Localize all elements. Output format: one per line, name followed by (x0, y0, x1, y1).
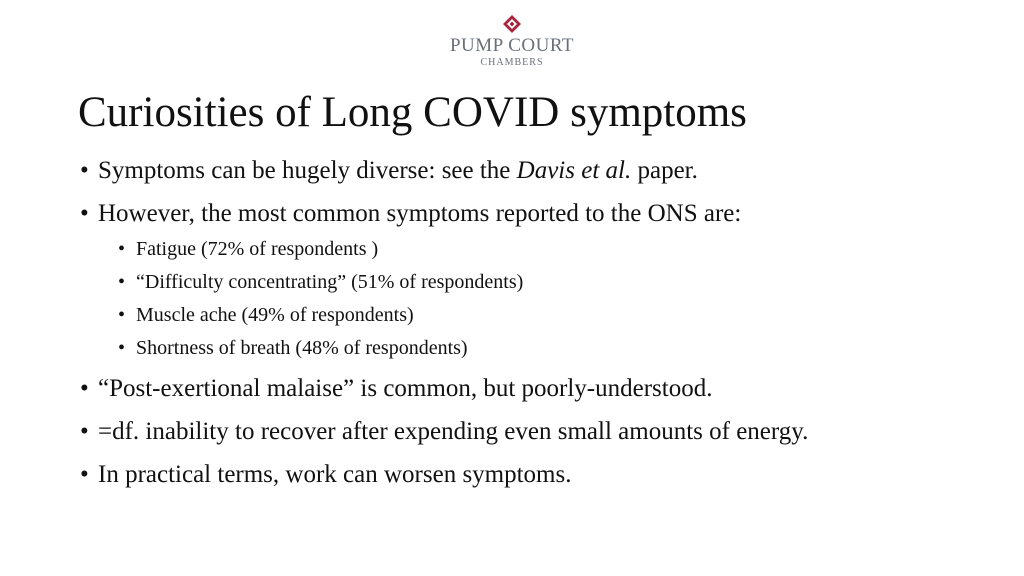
bullet-common-symptoms (78, 197, 998, 231)
sub-bullet-text: Shortness of breath (48% of respondents) (136, 337, 468, 359)
sub-bullet-dot: • (118, 337, 126, 359)
bullet-list (78, 154, 998, 501)
bullet-text: However, the most common symptoms reported to the ONS are: (98, 200, 742, 227)
sub-bullet-dot: • (118, 304, 126, 326)
sub-bullet-concentrating (78, 269, 998, 295)
bullet-definition (78, 415, 998, 449)
bullet-dot: • (80, 461, 89, 488)
bullet-dot: • (80, 157, 89, 184)
sub-bullet-dot: • (118, 238, 126, 260)
sub-bullet-text: Muscle ache (49% of respondents) (136, 304, 414, 326)
bullet-text: =df. inability to recover after expending even small amounts of energy. (98, 418, 809, 445)
sub-bullet-fatigue (78, 236, 998, 262)
pump-court-logo (0, 14, 1024, 69)
sub-bullet-list (78, 236, 998, 361)
logo-subtitle: CHAMBERS (480, 57, 544, 68)
sub-bullet-text: “Difficulty concentrating” (51% of respondents) (136, 271, 524, 293)
bullet-dot: • (80, 375, 89, 402)
sub-bullet-breath (78, 335, 998, 361)
bullet-post-exertional (78, 372, 998, 406)
citation-davis: Davis et al. (516, 157, 632, 184)
bullet-text: “Post-exertional malaise” is common, but poorly-understood. (98, 375, 713, 402)
bullet-diverse-symptoms (78, 154, 998, 188)
sub-bullet-dot: • (118, 271, 126, 293)
sub-bullet-muscle-ache (78, 302, 998, 328)
bullet-dot: • (80, 418, 89, 445)
bullet-practical (78, 458, 998, 492)
logo-name: PUMP COURT (449, 35, 575, 56)
sub-bullet-text: Fatigue (72% of respondents ) (136, 238, 379, 260)
diamond-logo-icon (502, 14, 522, 34)
bullet-text-post: paper. (631, 157, 698, 184)
sub-bullet-container (78, 236, 998, 361)
bullet-dot: • (80, 200, 89, 227)
bullet-text: In practical terms, work can worsen symptoms. (98, 461, 572, 488)
bullet-text-pre: Symptoms can be hugely diverse: see the (98, 157, 517, 184)
slide-title: Curiosities of Long COVID symptoms (78, 89, 747, 136)
